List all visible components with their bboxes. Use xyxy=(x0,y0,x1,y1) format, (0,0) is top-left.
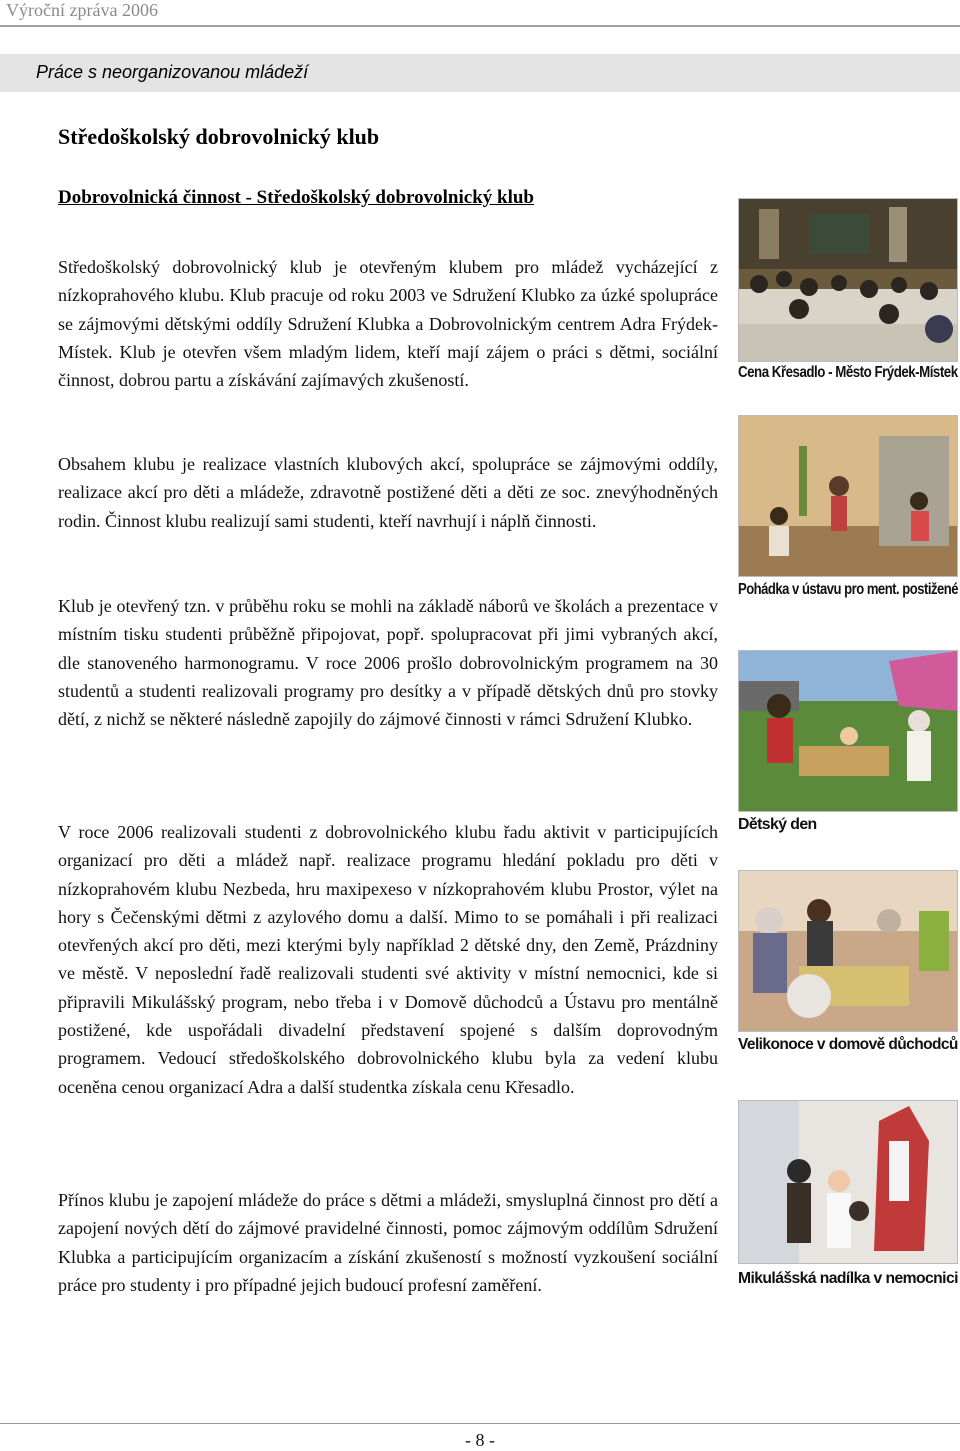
photo-childrens-day xyxy=(738,650,958,812)
article-title: Středoškolský dobrovolnický klub xyxy=(58,124,380,149)
paragraph-activities: V roce 2006 realizovali studenti z dobrovolnického klubu řadu aktivit v participujících organizací pro děti a mládež např. realizace programu hledání pokladu pro děti v nízkoprahovém klubu Nezbeda, hru maxipexeso v nízkoprahovém klubu Prostor, výlet na hory s Čečenskými dětmi z azylového domu a další. Mimo to se pomáhali i při realizaci otevřených akcí pro děti, mezi kterými byly například 2 dětské dny, den Země, Prázdniny ve městě. V neposlední řadě realizovali studenti své aktivity v místní nemocnici, kde si připravili Mikulášský program, nebo třeba i v Domově důchodců a Ústavu pro mentálně postižené, kde uspořádali divadelní představení spojené s dalším doprovodným programem. Vedoucí středoškolského dobrovolnického klubu byla za vedení klubu oceněna cenou organizací Adra a další studentka získala cenu Křesadlo. xyxy=(58,822,718,1097)
article-subtitle: Dobrovolnická činnost - Středoškolský dobrovolnický klub xyxy=(58,187,535,208)
footer-divider xyxy=(0,1423,960,1424)
page-number: - 8 - xyxy=(465,1430,495,1450)
photo-easter-retirement-home xyxy=(738,870,958,1032)
paragraph-open-club: Klub je otevřený tzn. v průběhu roku se mohli na základě náborů ve školách a prezentace v místním tisku studenti průběžně připojovat, popř. spolupracovat při jimi vybraných akcí, dle stanoveného harmonogramu. V roce 2006 prošlo dobrovolnickým programem na 30 studentů a studenti realizovali programy pro desítky a v případě dětských dnů pro stovky dětí, z nichž se některé následně zapojily do zájmové činnosti v rámci Sdružení Klubko. xyxy=(58,596,718,730)
photo-caption: Velikonoce v domově důchodců xyxy=(738,1036,958,1053)
photo-fairy-tale xyxy=(738,415,958,577)
paragraph-benefits: Přínos klubu je zapojení mládeže do práce s dětmi a mládeži, smysluplná činnost pro dětí a zapojení nových dětí do zájmové pravidelné činnosti, pomoc zájmovým oddílům Sdružení Klubka a participujícím organizacím a získání zkušeností s možností vyzkoušení sociální práce pro studenty i pro případné jejich budoucí profesní zaměření. xyxy=(58,1190,718,1295)
report-title: Výroční zpráva 2006 xyxy=(6,0,158,20)
section-label: Práce s neorganizovanou mládeží xyxy=(36,62,309,82)
photo-caption: Dětský den xyxy=(738,816,817,833)
photo-st-nicholas-hospital xyxy=(738,1100,958,1264)
photo-caption: Pohádka v ústavu pro ment. postižené xyxy=(738,581,959,598)
photo-caption: Mikulášská nadílka v nemocnici xyxy=(738,1270,958,1287)
photo-caption: Cena Křesadlo - Město Frýdek-Místek xyxy=(738,364,958,381)
paragraph-intro: Středoškolský dobrovolnický klub je otevřeným klubem pro mládež vycházející z nízkoprahového klubu. Klub pracuje od roku 2003 ve Sdružení Klubko za úzké spolupráce se zájmovými dětskými oddíly Sdružení Klubka a Dobrovolnickým centrem Adra Frýdek-Místek. Klub je otevřen všem mladým lidem, kteří mají zájem o práci s dětmi, sociální činnost, dobrou partu a získávání zajímavých zkušeností. xyxy=(58,257,718,391)
header-divider xyxy=(0,25,960,27)
paragraph-content: Obsahem klubu je realizace vlastních klubových akcí, spolupráce se zájmovými oddíly, realizace akcí pro děti a mládeže, zdravotně postižené děti a děti ze soc. znevýhodněných rodin. Činnost klubu realizují sami studenti, kteří navrhují i náplň činnosti. xyxy=(58,454,718,531)
photo-award-ceremony xyxy=(738,198,958,362)
